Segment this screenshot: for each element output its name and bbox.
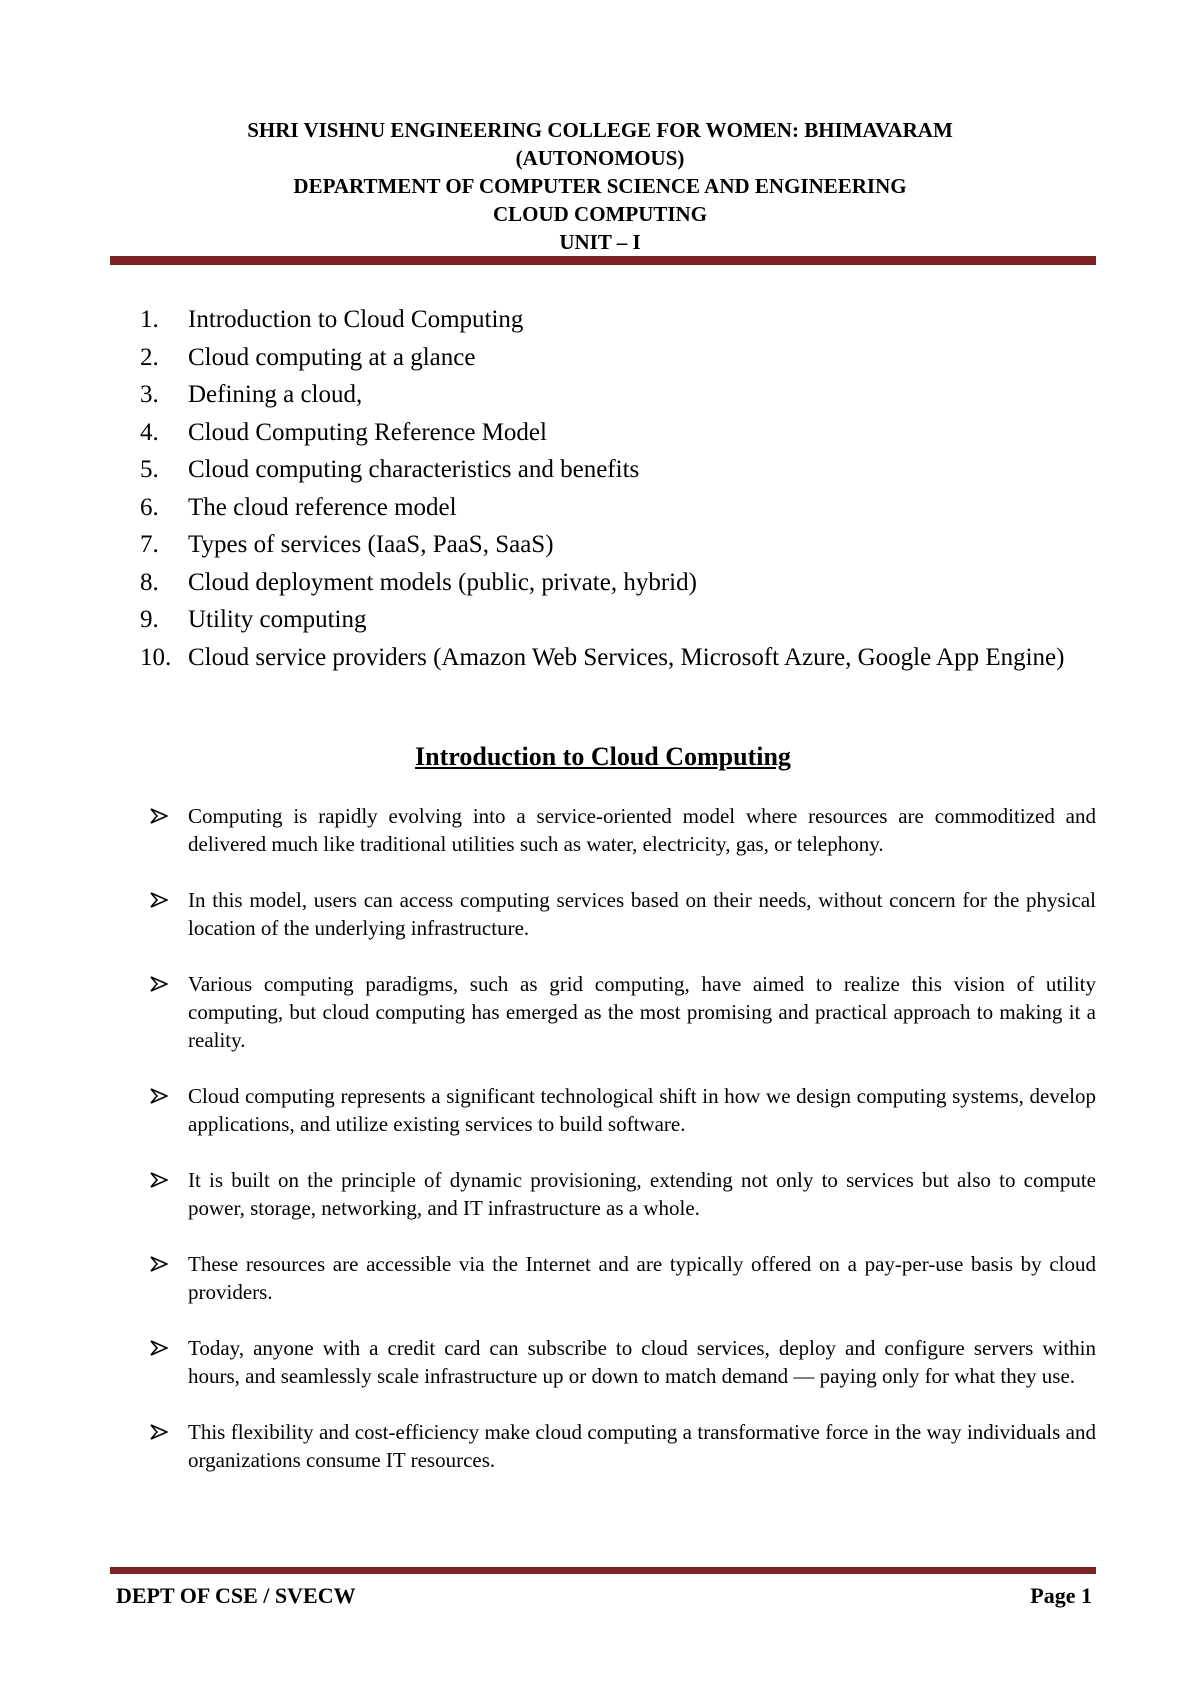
bullet-item [150, 1082, 1096, 1138]
topic-number: 8. [140, 568, 159, 596]
topic-number: 7. [140, 531, 159, 558]
arrow-bullet-icon [150, 1334, 174, 1362]
topic-text: Cloud computing at a glance [188, 343, 476, 371]
topic-list-item [140, 376, 1096, 414]
bullet-item [150, 1334, 1096, 1390]
topic-list-item [140, 526, 1096, 564]
bullet-item [150, 1166, 1096, 1222]
arrow-bullet-icon [150, 1250, 174, 1278]
topic-text: Defining a cloud, [188, 381, 363, 408]
introduction-bullets [150, 802, 1096, 1502]
page-number: Page 1 [1030, 1583, 1092, 1608]
topic-number: 1. [140, 306, 159, 333]
subject-name: CLOUD COMPUTING [492, 202, 708, 226]
unit-label: UNIT – I [559, 230, 641, 254]
bullet-text: Various computing paradigms, such as grid computing, have aimed to realize this vision of utility computing, but cloud computing has emerged as the most promising and practical approach to making it a reality. [188, 972, 1096, 1052]
bullet-text: It is built on the principle of dynamic provisioning, extending not only to services but also to compute power, storage, networking, and IT infrastructure as a whole. [188, 1168, 1096, 1220]
bullet-item [150, 802, 1096, 858]
footer-department: DEPT OF CSE / SVECW [116, 1583, 356, 1608]
topic-number: 9. [140, 606, 159, 633]
topic-text: Introduction to Cloud Computing [188, 306, 524, 333]
topic-list-item [140, 414, 1096, 452]
topic-list-item [140, 451, 1096, 489]
arrow-bullet-icon [150, 886, 174, 914]
department-name: DEPARTMENT OF COMPUTER SCIENCE AND ENGINEERING [293, 174, 907, 198]
topic-text: Utility computing [188, 606, 367, 633]
bullet-text: In this model, users can access computing services based on their needs, without concern for the physical location of the underlying infrastructure. [188, 888, 1096, 940]
topic-text: The cloud reference model [188, 493, 457, 521]
topic-list-item [140, 489, 1096, 527]
document-header [110, 116, 1090, 256]
topic-list-item [140, 301, 1096, 339]
bullet-item [150, 1418, 1096, 1474]
bullet-item [150, 1250, 1096, 1306]
arrow-bullet-icon [150, 970, 174, 998]
arrow-bullet-icon [150, 802, 174, 830]
arrow-bullet-icon [150, 1166, 174, 1194]
bullet-text: Computing is rapidly evolving into a service-oriented model where resources are commoditized and delivered much like traditional utilities such as water, electricity, gas, or telephony. [188, 804, 1096, 856]
topic-number: 10. [140, 643, 172, 671]
bullet-text: These resources are accessible via the Internet and are typically offered on a pay-per-use basis by cloud providers. [188, 1252, 1096, 1304]
header-divider [110, 256, 1096, 265]
bullet-item [150, 970, 1096, 1054]
bullet-text: Cloud computing represents a significant technological shift in how we design computing systems, develop applications, and utilize existing services to build software. [188, 1084, 1096, 1136]
bullet-text: Today, anyone with a credit card can subscribe to cloud services, deploy and configure servers within hours, and seamlessly scale infrastructure up or down to match demand — paying only for what they use. [188, 1336, 1096, 1388]
college-name: SHRI VISHNU ENGINEERING COLLEGE FOR WOMEN: BHIMAVARAM [247, 118, 953, 142]
topic-number: 4. [140, 418, 159, 446]
topic-text: Cloud service providers (Amazon Web Services, Microsoft Azure, Google App Engine) [188, 643, 1065, 671]
arrow-bullet-icon [150, 1418, 174, 1446]
topic-number: 6. [140, 493, 159, 521]
topic-number: 5. [140, 456, 159, 483]
bullet-text: This flexibility and cost-efficiency make cloud computing a transformative force in the way individuals and organizations consume IT resources. [188, 1420, 1096, 1472]
topic-text: Cloud Computing Reference Model [188, 418, 547, 446]
topic-list-item [140, 639, 1096, 677]
arrow-bullet-icon [150, 1082, 174, 1110]
topic-text: Cloud deployment models (public, private, hybrid) [188, 568, 697, 596]
topic-text: Types of services (IaaS, PaaS, SaaS) [188, 531, 554, 558]
topic-number: 3. [140, 381, 159, 408]
topics-list [140, 301, 1096, 676]
footer-divider [110, 1567, 1096, 1574]
topic-list-item [140, 339, 1096, 377]
topic-list-item [140, 564, 1096, 602]
bullet-item [150, 886, 1096, 942]
autonomous-label: (AUTONOMOUS) [515, 146, 685, 170]
topic-text: Cloud computing characteristics and benefits [188, 456, 640, 483]
section-title: Introduction to Cloud Computing [415, 742, 791, 771]
topic-number: 2. [140, 343, 159, 371]
topic-list-item [140, 601, 1096, 639]
